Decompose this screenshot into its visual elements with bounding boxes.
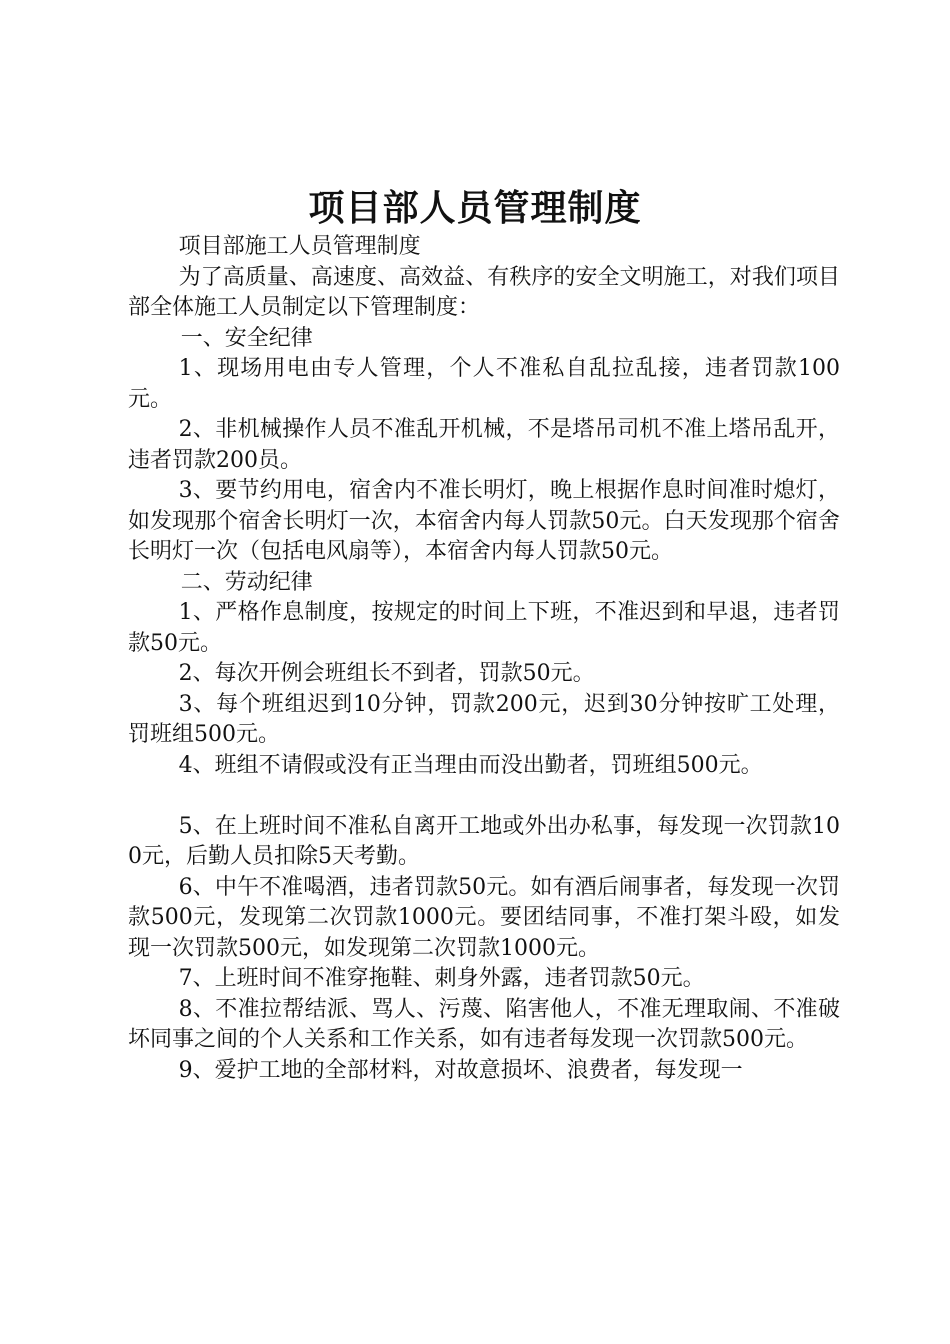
document-body <box>128 232 840 1086</box>
paragraph-safety-2: 2、非机械操作人员不准乱开机械，不是塔吊司机不准上塔吊乱开，违者罚款200员。 <box>128 417 840 473</box>
paragraph-labor-6: 6、中午不准喝酒，违者罚款50元。如有酒后闹事者，每发现一次罚款500元，发现第二次罚款1000元。要团结同事，不准打架斗殴，如发现一次罚款500元，如发现第二次罚款1000元。 <box>128 874 840 961</box>
section-heading-labor: 二、劳动纪律 <box>180 569 313 595</box>
paragraph-labor-2: 2、每次开例会班组长不到者，罚款50元。 <box>178 661 595 686</box>
paragraph-labor-3: 3、每个班组迟到10分钟，罚款200元，迟到30分钟按旷工处理，罚班组500元。 <box>128 691 840 747</box>
section-heading-safety: 一、安全纪律 <box>180 325 313 351</box>
paragraph-labor-9: 9、爱护工地的全部材料，对故意损坏、浪费者，每发现一 <box>178 1057 743 1083</box>
paragraph-intro: 为了高质量、高速度、高效益、有秩序的安全文明施工，对我们项目部全体施工人员制定以下管理制度： <box>128 264 840 320</box>
document-title: 项目部人员管理制度 <box>308 187 642 229</box>
paragraph-subtitle: 项目部施工人员管理制度 <box>178 234 421 259</box>
paragraph-safety-3: 3、要节约用电，宿舍内不准长明灯，晚上根据作息时间准时熄灯，如发现那个宿舍长明灯一次，本宿舍内每人罚款50元。白天发现那个宿舍长明灯一次（包括电风扇等），本宿舍内每人罚款50元。 <box>128 478 840 564</box>
paragraph-labor-8: 8、不准拉帮结派、骂人、污蔑、陷害他人，不准无理取闹、不准破坏同事之间的个人关系和工作关系，如有违者每发现一次罚款500元。 <box>128 996 840 1052</box>
paragraph-safety-1: 1、现场用电由专人管理，个人不准私自乱拉乱接，违者罚款100元。 <box>128 356 840 412</box>
paragraph-labor-1: 1、严格作息制度，按规定的时间上下班，不准迟到和早退，违者罚款50元。 <box>128 600 840 656</box>
paragraph-labor-7: 7、上班时间不准穿拖鞋、刺身外露，违者罚款50元。 <box>178 966 705 991</box>
blank-line <box>128 781 840 812</box>
paragraph-labor-4: 4、班组不请假或没有正当理由而没出勤者，罚班组500元。 <box>178 752 763 778</box>
paragraph-labor-5: 5、在上班时间不准私自离开工地或外出办私事，每发现一次罚款100元，后勤人员扣除5天考勤。 <box>128 813 840 869</box>
